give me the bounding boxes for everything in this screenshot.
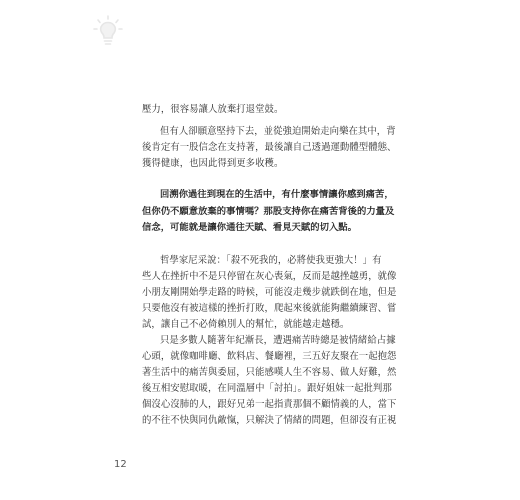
highlight-line: 信念，可能就是讓你通往天賦、看見天賦的切入點。 — [142, 222, 357, 233]
paragraph-line: 哲學家尼采說：「殺不死我的，必將使我更強大！」有 — [160, 255, 382, 266]
paragraph-line: 只要他沒有被這樣的挫折打敗，爬起來後就能夠繼續練習、嘗 — [142, 303, 397, 314]
paragraph-line: 只是多數人隨著年紀漸長，遭遇痛苦時總是被情緒給占據 — [160, 335, 396, 346]
highlight-line: 回溯你過往到現在的生活中，有什麼事情讓你感到痛苦， — [160, 189, 394, 200]
paragraph-line: 但有人卻願意堅持下去，並從強迫開始走向樂在其中，背 — [160, 126, 396, 137]
highlight-line: 但你仍不願意放棄的事情嗎？那股支持你在痛苦背後的力量及 — [142, 206, 395, 217]
paragraph-line: 個沒心沒肺的人，跟好兄弟一起指責那個不顧情義的人，當下 — [142, 399, 397, 410]
paragraph-line: 獲得健康，也因此得到更多收穫。 — [142, 158, 284, 169]
paragraph-line: 著生活中的痛苦與委屈，只能感嘆人生不容易、做人好難，然 — [142, 367, 397, 378]
paragraph-line: 試，讓自己不必倚賴別人的幫忙，就能越走越穩。 — [142, 319, 350, 330]
page-number: 12 — [114, 459, 127, 470]
paragraph-line: 壓力，很容易讓人放棄打退堂鼓。 — [142, 104, 284, 115]
paragraph-line: 小朋友剛開始學走路的時候，可能沒走幾步就跌倒在地，但是 — [142, 287, 397, 298]
lightbulb-icon — [93, 15, 123, 49]
paragraph-line: 後肯定有一股信念在支持著，最後讓自己透過運動體型體態、 — [142, 142, 397, 153]
paragraph-line: 心頭，就像咖啡廳、飲料店、餐廳裡，三五好友聚在一起抱怨 — [142, 351, 397, 362]
paragraph-line: 後互相安慰取暖，在同溫層中「討拍」。跟好姐妹一起批判那 — [142, 383, 392, 394]
paragraph-line: 的不往不快與同仇敵愾，只解決了情緒的問題，但卻沒有正視 — [142, 415, 397, 426]
paragraph-line: 些人在挫折中不是只停留在灰心喪氣，反而是越挫越勇，就像 — [142, 271, 397, 282]
